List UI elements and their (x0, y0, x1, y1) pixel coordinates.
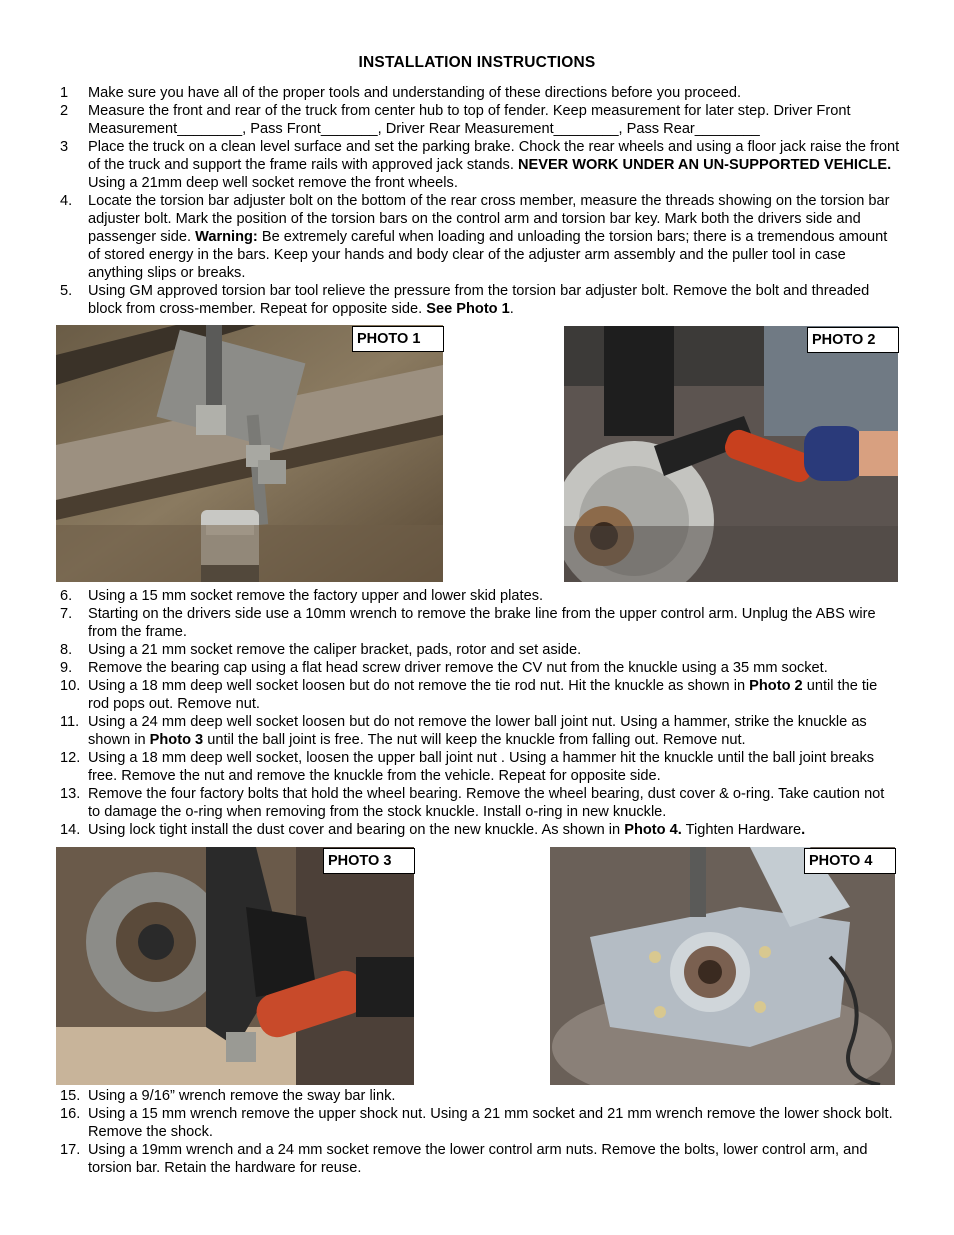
instruction-step (60, 749, 900, 785)
instruction-step (60, 785, 900, 821)
instruction-step (60, 84, 900, 102)
steps-list-b (60, 587, 900, 839)
photo-3-label-text: PHOTO 3 (328, 853, 392, 869)
instruction-step (60, 1105, 900, 1141)
step-number: 16. (60, 1106, 81, 1122)
steps-list-a (60, 84, 900, 318)
instruction-step (60, 138, 900, 192)
photo-3-image (56, 847, 414, 1085)
step-text: Place the truck on a clean level surface and set the parking brake. Chock the rear wheels and using a floor jack raise the front of the truck and support the frame rails with approved jack stands. NEVER WORK UNDER AN UN-SUPPORTED VEHICLE. Using a 21mm deep well socket remove the front wheels. (88, 139, 900, 191)
step-number: 12. (60, 750, 81, 766)
step-text: Locate the torsion bar adjuster bolt on the bottom of the rear cross member, measure the threads showing on the torsion bar adjuster bolt. Mark the position of the torsion bars on the control arm and torsion bar key. Mark both the drivers side and passenger side. Warning: Be extremely careful when loading and unloading the torsion bars; there is a tremendous amount of stored energy in the bars. Keep your hands and body clear of the adjuster arm assembly and the puller tool in case anything slips or breaks. (88, 193, 890, 281)
step-text: Using a 24 mm deep well socket loosen but do not remove the lower ball joint nut. Using a hammer, strike the knuckle as shown in Photo 3 until the ball joint is free. The nut will keep the knuckle from falling out. Remove nut. (88, 714, 867, 748)
photo-2-image (564, 326, 898, 582)
step-number: 4. (60, 193, 73, 209)
instruction-step (60, 192, 900, 282)
instruction-step (60, 821, 900, 839)
instruction-step (60, 282, 900, 318)
photo-2-label (807, 327, 899, 353)
step-text: Make sure you have all of the proper tools and understanding of these directions before you proceed. (88, 85, 742, 101)
step-number: 10. (60, 678, 81, 694)
step-number: 8. (60, 642, 73, 658)
step-number: 9. (60, 660, 73, 676)
page-title (0, 54, 954, 72)
photo-1-image (56, 325, 443, 582)
step-number: 5. (60, 283, 73, 299)
step-text: Measure the front and rear of the truck from center hub to top of fender. Keep measurement for later step. Driver Front Measurement________, Pass Front_______, Driver Rear Measurement________, Pass Rear________ (88, 103, 851, 137)
instruction-step (60, 677, 900, 713)
step-text: Using lock tight install the dust cover and bearing on the new knuckle. As shown in Photo 4. Tighten Hardware. (88, 822, 806, 838)
photo-3-label (323, 848, 415, 874)
photo-4-label-text: PHOTO 4 (809, 853, 873, 869)
step-text: Using GM approved torsion bar tool relieve the pressure from the torsion bar adjuster bolt. Remove the bolt and threaded block from cross-member. Repeat for opposite side. See Photo 1. (88, 283, 870, 317)
instruction-step (60, 605, 900, 641)
step-text: Using a 18 mm deep well socket loosen but do not remove the tie rod nut. Hit the knuckle as shown in Photo 2 until the tie rod pops out. Remove nut. (88, 678, 878, 712)
step-number: 7. (60, 606, 73, 622)
step-number: 14. (60, 822, 81, 838)
step-text: Using a 15 mm socket remove the factory upper and lower skid plates. (88, 588, 544, 604)
step-text: Remove the bearing cap using a flat head screw driver remove the CV nut from the knuckle using a 35 mm socket. (88, 660, 828, 676)
step-number: 2 (60, 103, 69, 119)
photo-1-label (352, 326, 444, 352)
step-text: Remove the four factory bolts that hold the wheel bearing. Remove the wheel bearing, dust cover & o-ring. Take caution not to damage the o-ring when removing from the stock knuckle. Install o-ring in new knuckle. (88, 786, 885, 820)
step-number: 1 (60, 85, 69, 101)
step-number: 6. (60, 588, 73, 604)
step-text: Using a 21 mm socket remove the caliper bracket, pads, rotor and set aside. (88, 642, 582, 658)
photo-4-label (804, 848, 896, 874)
page-title-text: INSTALLATION INSTRUCTIONS (358, 54, 596, 71)
step-text: Using a 15 mm wrench remove the upper shock nut. Using a 21 mm socket and 21 mm wrench remove the lower shock bolt. Remove the shock. (88, 1106, 893, 1140)
instruction-step (60, 587, 900, 605)
step-text: Using a 18 mm deep well socket, loosen the upper ball joint nut . Using a hammer hit the knuckle until the ball joint breaks free. Remove the nut and remove the knuckle from the vehicle. Repeat for opposite side. (88, 750, 875, 784)
instruction-step (60, 1141, 900, 1177)
photo-4-image (550, 847, 895, 1085)
step-number: 15. (60, 1088, 81, 1104)
step-number: 17. (60, 1142, 81, 1158)
step-text: Starting on the drivers side use a 10mm wrench to remove the brake line from the upper control arm. Unplug the ABS wire from the frame. (88, 606, 876, 640)
steps-list-c (60, 1087, 900, 1177)
step-number: 3 (60, 139, 69, 155)
instruction-step (60, 713, 900, 749)
instruction-step (60, 659, 900, 677)
step-text: Using a 9/16” wrench remove the sway bar link. (88, 1088, 396, 1104)
photo-1-label-text: PHOTO 1 (357, 331, 421, 347)
instruction-step (60, 102, 900, 138)
step-number: 11. (60, 714, 80, 730)
instruction-step (60, 641, 900, 659)
step-text: Using a 19mm wrench and a 24 mm socket remove the lower control arm nuts. Remove the bolts, lower control arm, and torsion bar. Retain the hardware for reuse. (88, 1142, 868, 1176)
step-number: 13. (60, 786, 81, 802)
instruction-step (60, 1087, 900, 1105)
photo-2-label-text: PHOTO 2 (812, 332, 876, 348)
